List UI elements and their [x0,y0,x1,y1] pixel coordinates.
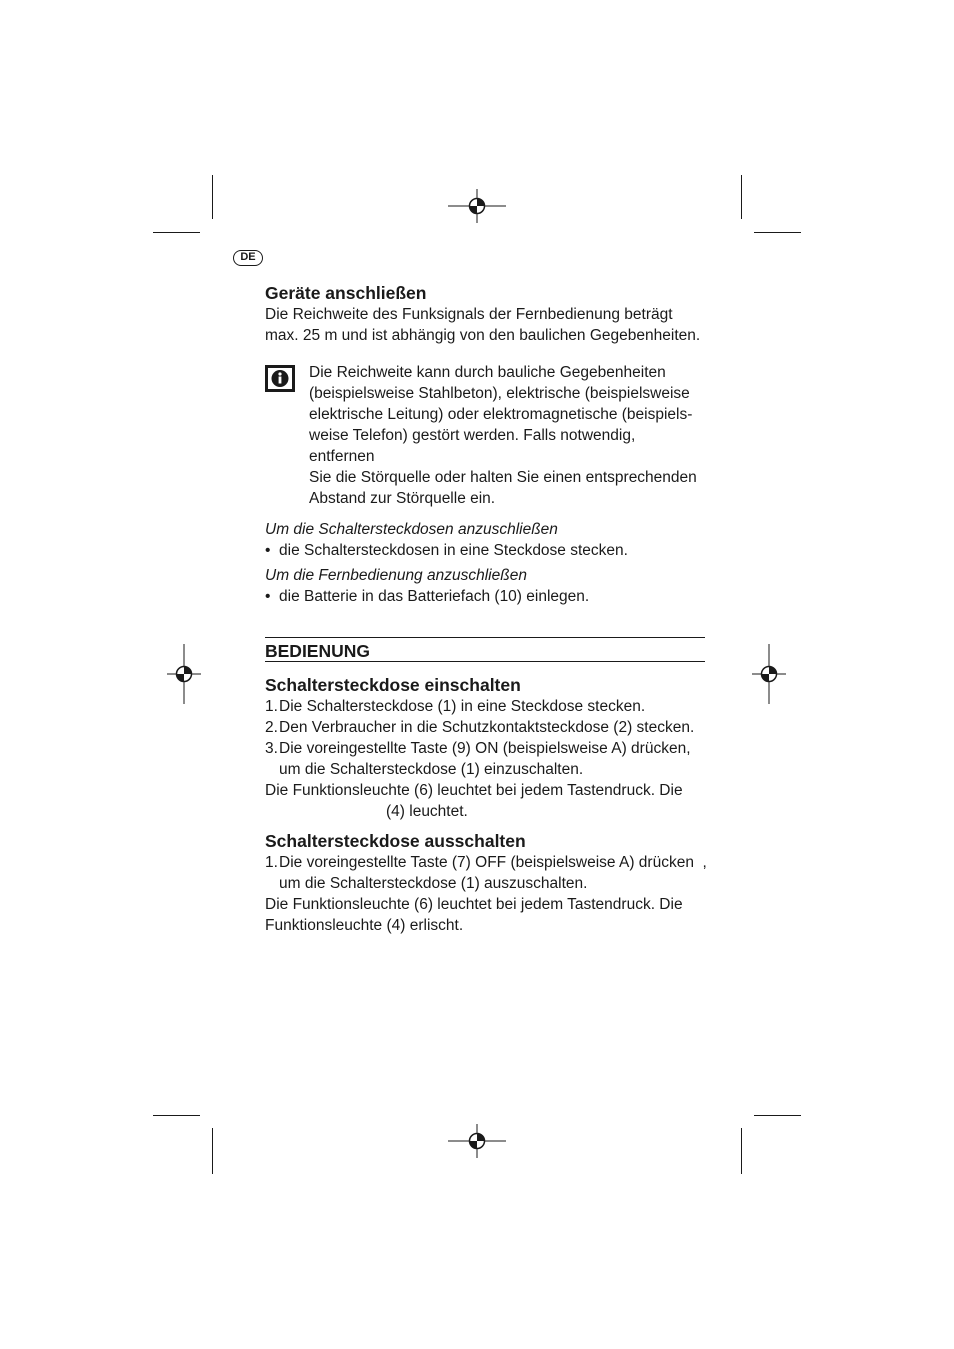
registration-mark-icon [448,1124,506,1158]
step-number: 3. [265,740,278,757]
result-line: (4) leuchtet. [386,803,468,820]
note-line: weise Telefon) gestört werden. Falls notwendig, entfernen [309,427,636,465]
note-line: (beispielsweise Stahlbeton), elektrische (beispielsweise [309,385,690,402]
subheading-sockets: Um die Schaltersteckdosen anzuschließen [265,521,558,538]
bullet-item [265,586,705,607]
step-item [265,696,705,717]
note-line: Abstand zur Störquelle ein. [309,490,496,507]
crop-mark [212,1128,213,1174]
bullet-item [265,540,705,561]
intro-line: Die Reichweite des Funksignals der Fernbedienung beträgt [265,306,673,323]
section-heading-connect: Geräte anschließen [265,283,427,303]
subheading-remote: Um die Fernbedienung anzuschließen [265,567,527,584]
language-badge: DE [233,250,263,266]
step-line: Die voreingestellte Taste (9) ON (beispielsweise A) drücken, [279,740,691,757]
result-line: Funktionsleuchte (4) erlischt. [265,917,464,934]
step-line: um die Schaltersteckdose (1) einzuschalten. [279,761,584,778]
bullet-text: die Schaltersteckdosen in eine Steckdose stecken. [279,542,628,559]
crop-mark [741,1128,742,1174]
step-text: Die Schaltersteckdose (1) in eine Steckdose stecken. [279,698,646,715]
result-line: Die Funktionsleuchte (6) leuchtet bei jedem Tastendruck. Die [265,896,683,913]
registration-mark-icon [752,644,786,704]
note-line: elektrische Leitung) oder elektromagnetische (beispiels- [309,406,693,423]
step-number: 1. [265,854,278,871]
step-text [279,852,707,894]
note-line: Sie die Störquelle oder halten Sie einen entsprechenden [309,469,697,486]
registration-mark-icon [167,644,201,704]
bullet-dot: • [265,542,271,559]
crop-mark [212,175,213,219]
result-line: Die Funktionsleuchte (6) leuchtet bei jedem Tastendruck. Die [265,782,683,799]
step-number: 2. [265,719,278,736]
step-item [265,738,705,780]
subsection-heading-switch-off: Schaltersteckdose ausschalten [265,831,526,851]
section-heading-operation: BEDIENUNG [265,637,705,662]
info-icon [265,365,295,392]
step-line: Die voreingestellte Taste (7) OFF (beispielsweise A) drücken , [279,854,707,871]
subsection-heading-switch-on: Schaltersteckdose einschalten [265,675,521,695]
step-number: 1. [265,698,278,715]
crop-mark [754,232,801,233]
intro-line: max. 25 m und ist abhängig von den baulichen Gegebenheiten. [265,327,701,344]
bullet-text: die Batterie in das Batteriefach (10) einlegen. [279,588,590,605]
step-text: Den Verbraucher in die Schutzkontaktsteckdose (2) stecken. [279,719,695,736]
step-text [279,738,691,780]
crop-mark [153,1115,200,1116]
page-content [265,282,705,936]
note-line: Die Reichweite kann durch bauliche Gegebenheiten [309,364,666,381]
crop-mark [754,1115,801,1116]
info-note [265,362,705,509]
crop-mark [153,232,200,233]
info-note-text [309,362,705,509]
registration-mark-icon [448,189,506,223]
step-line: um die Schaltersteckdose (1) auszuschalten. [279,875,588,892]
crop-mark [741,175,742,219]
step-item [265,852,705,894]
bullet-dot: • [265,588,271,605]
step-item [265,717,705,738]
